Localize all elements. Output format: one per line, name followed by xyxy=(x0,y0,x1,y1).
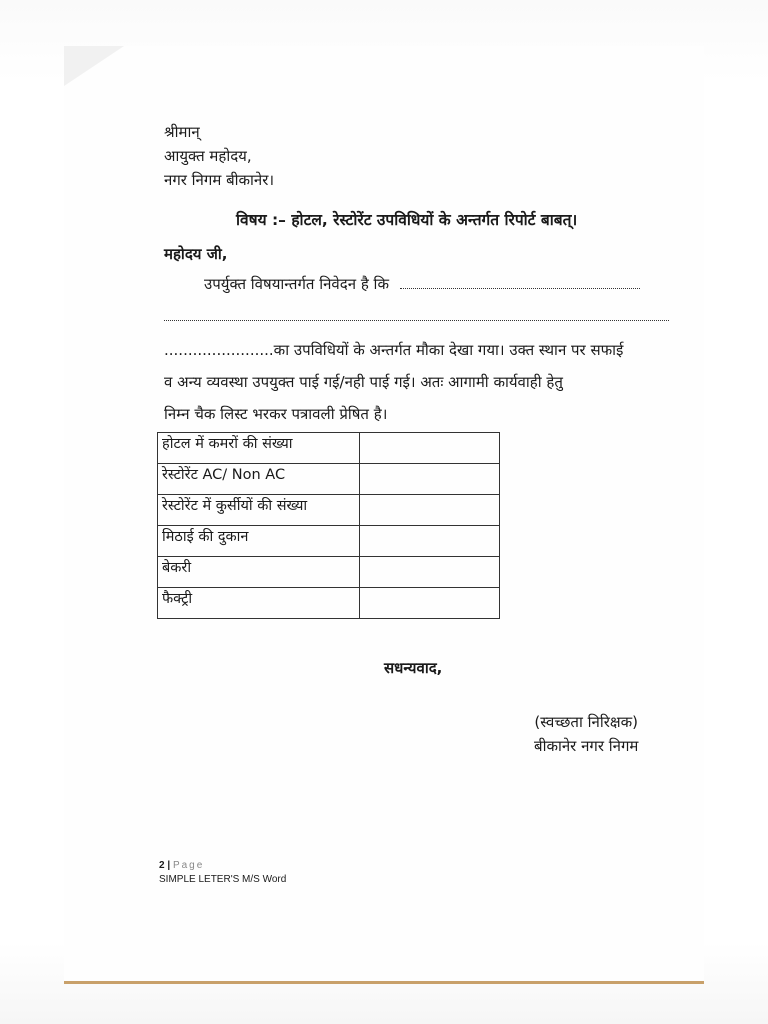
checklist-value-cell[interactable] xyxy=(360,526,500,557)
checklist-label: फैक्ट्री xyxy=(158,588,360,619)
page-number: 2 xyxy=(159,860,165,871)
address-line-3: नगर निगम बीकानेर। xyxy=(164,171,275,189)
checklist-label: बेकरी xyxy=(158,557,360,588)
checklist-label: होटल में कमरों की संख्या xyxy=(158,433,360,464)
recipient-address xyxy=(164,120,274,192)
subject-line: विषय :– होटल, रेस्टोरेंट उपविधियों के अन्तर्गत रिपोर्ट बाबत्। xyxy=(236,211,578,229)
page-separator: | xyxy=(167,860,171,871)
letter-page xyxy=(64,46,704,984)
checklist-label: मिठाई की दुकान xyxy=(158,526,360,557)
checklist-label: रेस्टोरेंट में कुर्सीयों की संख्या xyxy=(158,495,360,526)
signature-office: बीकानेर नगर निगम xyxy=(534,737,639,755)
intro-text: उपर्युक्त विषयान्तर्गत निवेदन है कि xyxy=(204,275,389,293)
page-label: Page xyxy=(172,860,205,871)
body-line-1 xyxy=(164,334,672,366)
fill-blank-line xyxy=(164,320,669,321)
scan-fold-corner xyxy=(64,46,124,86)
body-line-3: निम्न चैक लिस्ट भरकर पत्रावली प्रेषित है। xyxy=(164,405,388,423)
closing: सधन्यवाद, xyxy=(384,659,443,677)
checklist-value-cell[interactable] xyxy=(360,433,500,464)
body-line-1-dots: ....................... xyxy=(164,341,274,359)
document-title: SIMPLE LETER'S M/S Word xyxy=(159,874,287,885)
salutation: महोदय जी, xyxy=(164,245,228,263)
body-paragraph xyxy=(164,334,672,430)
table-row xyxy=(158,588,500,619)
intro-paragraph xyxy=(204,274,640,294)
body-line-1-text: का उपविधियों के अन्तर्गत मौका देखा गया। उक्त स्थान पर सफाई xyxy=(273,341,624,359)
table-row xyxy=(158,526,500,557)
checklist-value-cell[interactable] xyxy=(360,464,500,495)
signature-designation: (स्वच्छता निरिक्षक) xyxy=(534,713,638,731)
checklist-label: रेस्टोरेंट AC/ Non AC xyxy=(158,464,360,495)
fill-blank-dots xyxy=(400,288,640,289)
table-row xyxy=(158,495,500,526)
signature-block xyxy=(534,710,638,758)
table-row xyxy=(158,557,500,588)
table-row xyxy=(158,433,500,464)
address-line-2: आयुक्त महोदय, xyxy=(164,147,252,165)
checklist-value-cell[interactable] xyxy=(360,588,500,619)
body-line-2: व अन्य व्यवस्था उपयुक्त पाई गई/नही पाई गई। अतः आगामी कार्यवाही हेतु xyxy=(164,373,563,391)
checklist-table xyxy=(157,432,500,619)
checklist-value-cell[interactable] xyxy=(360,495,500,526)
page-footer xyxy=(159,859,286,887)
address-line-1: श्रीमान् xyxy=(164,123,200,141)
table-row xyxy=(158,464,500,495)
checklist-value-cell[interactable] xyxy=(360,557,500,588)
